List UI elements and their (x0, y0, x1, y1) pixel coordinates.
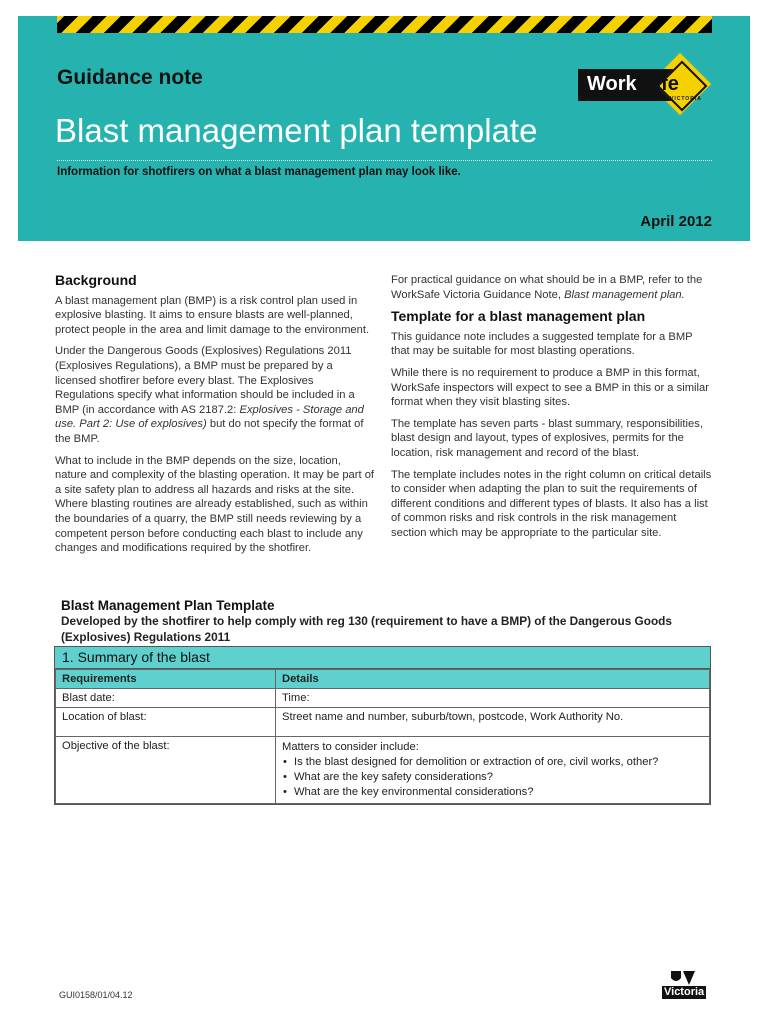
table-cell: Street name and number, suburb/town, postcode, Work Authority No. (276, 708, 710, 737)
right-column (391, 273, 713, 548)
template-subtitle: Developed by the shotfirer to help comply with reg 130 (requirement to have a BMP) of the Dangerous Goods (Explosives) Regulations 2011 (61, 614, 672, 644)
matters-label: Matters to consider include: (282, 741, 419, 753)
list-item: • What are the key safety considerations? (294, 770, 703, 785)
template-heading: Template for a blast management plan (391, 308, 646, 325)
template-paragraph-2: While there is no requirement to produce a BMP in this format, WorkSafe inspectors will expect to see a BMP in this or a similar format when they visit blasting sites. (391, 366, 709, 409)
table-cell: Location of blast: (56, 708, 276, 737)
logo-subtext: VICTORIA (670, 96, 702, 102)
victoria-logo (660, 970, 710, 1000)
left-column (55, 273, 375, 563)
column-header-requirements: Requirements (56, 670, 276, 689)
column-header-details: Details (276, 670, 710, 689)
guidance-label: Guidance note (57, 66, 203, 89)
table-header-row (56, 670, 710, 689)
guidance-reference-paragraph: For practical guidance on what should be in a BMP, refer to the WorkSafe Victoria Guidance Note, Blast management plan. (391, 274, 703, 301)
table-cell: Objective of the blast: (56, 737, 276, 804)
table-cell: Blast date: (56, 689, 276, 708)
worksafe-logo (578, 57, 714, 119)
template-paragraph-1: This guidance note includes a suggested template for a BMP that may be suitable for most blasting operations. (391, 330, 693, 358)
page-subtitle: Information for shotfirers on what a blast management plan may look like. (57, 166, 461, 178)
list-item: • What are the key environmental considerations? (294, 785, 703, 800)
document-code: GUI0158/01/04.12 (59, 990, 133, 1000)
table-row (56, 737, 710, 804)
considerations-list (282, 755, 703, 800)
table-row (56, 689, 710, 708)
template-title: Blast Management Plan Template (61, 598, 275, 613)
summary-table (54, 646, 711, 805)
hazard-stripe (57, 16, 712, 33)
dotted-divider (57, 160, 712, 161)
table-cell: Time: (276, 689, 710, 708)
list-item: • Is the blast designed for demolition or extraction of ore, civil works, other? (294, 755, 703, 770)
regulations-paragraph: Under the Dangerous Goods (Explosives) Regulations 2011 (Explosives Regulations), a BMP must be prepared by a licensed shotfirer before every blast. The Explosives Regulations specify what information should be included in a BMP (in accordance with AS 2187.2: Explosives - Storage and use. Part 2: Use of explosives) but do not specify the format of the BMP. (55, 345, 364, 445)
background-paragraph: A blast management plan (BMP) is a risk control plan used in explosive blasting. It aims to ensure blasts are well-planned, protect people in the area and limit damage to the environment. (55, 294, 370, 336)
logo-text: WorkSafe (587, 73, 679, 95)
background-heading: Background (55, 272, 137, 288)
page-title: Blast management plan template (55, 112, 538, 149)
victoria-crest-icon (668, 970, 698, 987)
publication-date: April 2012 (640, 213, 712, 230)
template-paragraph-4: The template includes notes in the right column on critical details to consider when adapting the plan to suit the requirements of different conditions and different types of blasts. It also has a list of common risks and risk controls in the risk management section which may be appropriate to the particular site. (391, 468, 712, 539)
table-cell (276, 737, 710, 804)
template-paragraph-3: The template has seven parts - blast summary, responsibilities, blast design and layout, types of explosives, permits for the location, risk management and record of the blast. (391, 417, 703, 459)
table-row (56, 708, 710, 737)
content-paragraph: What to include in the BMP depends on the size, location, nature and complexity of the blasting operation. It may be part of a site safety plan to address all hazards and risks at the site. Where blasting routines are already established, such as within the boundaries of a quarry, the BMP still needs reviewing by a competent person before conducting each blast to include any changes and modifications required by the shotfirer. (55, 454, 375, 555)
section-header: 1. Summary of the blast (55, 647, 710, 669)
summary-table-grid (55, 669, 710, 804)
victoria-wordmark: Victoria (664, 986, 705, 998)
